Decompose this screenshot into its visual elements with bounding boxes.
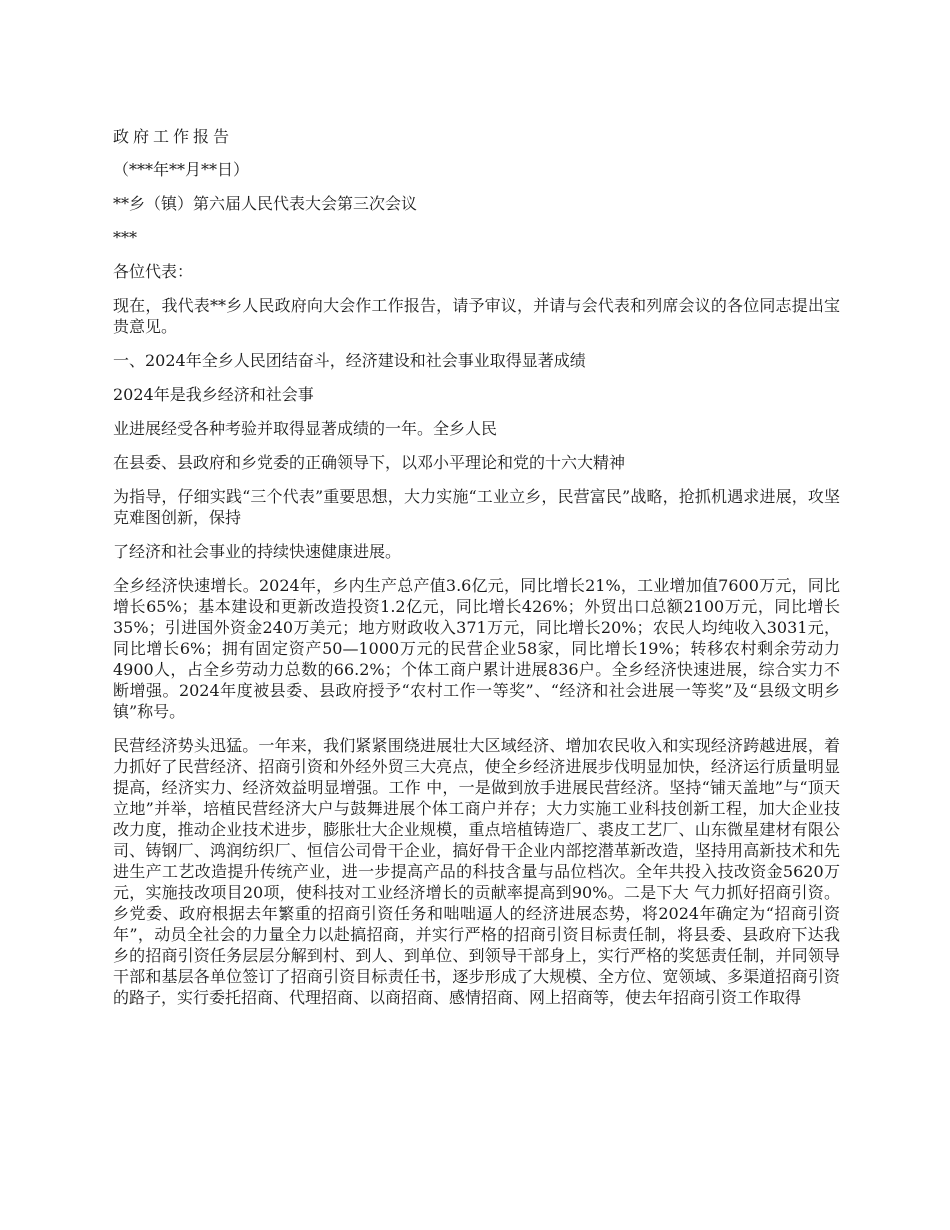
document-page (113, 126, 840, 1021)
date-line: （***年**月**日） (113, 160, 250, 179)
document-title: 政府工作报告 (113, 127, 234, 146)
paragraph-private-economy: 民营经济势头迅猛。一年来，我们紧紧围绕进展壮大区域经济、增加农民收入和实现经济跨越进展，着力抓好了民营经济、招商引资和外经外贸三大亮点，使全乡经济进展步伐明显加快，经济运行质量明显提高，经济实力、经济效益明显增强。工作 中，一是做到放手进展民营经济。坚持“铺天盖地”与“顶天立地”并举，培植民营经济大户与鼓舞进展个体工商户并存；大力实施工业科技创新工程，加大企业技改力度，推动企业技术进步，膨胀壮大企业规模，重点培植铸造厂、裘皮工艺厂、山东微星建材有限公司、铸钢厂、鸿润纺织厂、恒信公司骨干企业，搞好骨干企业内部挖潜革新改造，坚持用高新技术和先进生产工艺改造提升传统产业，进一步提高产品的科技含量与品位档次。全年共投入技改资金5620万元，实施技改项目20项，使科技对工业经济增长的贡献率提高到90%。二是下大 气力抓好招商引资。乡党委、政府根据去年繁重的招商引资任务和咄咄逼人的经济进展态势，将2024年确定为“招商引资年”，动员全社会的力量全力以赴搞招商，并实行严格的招商引资目标责任制，将县委、县政府下达我乡的招商引资任务层层分解到村、到人、到单位、到领导干部身上，实行严格的奖惩责任制，并同领导干部和基层各单位签订了招商引资目标责任书，逐步形成了大规模、全方位、宽领域、多渠道招商引资的路子，实行委托招商、代理招商、以商招商、感情招商、网上招商等，使去年招商引资工作取得 (113, 736, 840, 1007)
paragraph: 为指导，仔细实践“三个代表”重要思想，大力实施“工业立乡，民营富民”战略，抢抓机遇求进展，攻坚克难图创新，保持 (113, 487, 840, 527)
paragraph: 业进展经受各种考验并取得显著成绩的一年。全乡人民 (113, 419, 498, 438)
speaker-name: *** (113, 228, 137, 247)
paragraph: 在县委、县政府和乡党委的正确领导下，以邓小平理论和党的十六大精神 (113, 453, 626, 472)
paragraph: 2024年是我乡经济和社会事 (113, 385, 314, 404)
paragraph: 了经济和社会事业的持续快速健康进展。 (113, 542, 402, 561)
paragraph-intro: 现在，我代表**乡人民政府向大会作工作报告，请予审议，并请与会代表和列席会议的各位同志提出宝贵意见。 (113, 296, 840, 336)
salutation: 各位代表： (113, 262, 194, 281)
paragraph-economy: 全乡经济快速增长。2024年，乡内生产总产值3.6亿元，同比增长21%，工业增加值7600万元，同比增长65%；基本建设和更新改造投资1.2亿元，同比增长426%；外贸出口总额2100万元，同比增长35%；引进国外资金240万美元；地方财政收入371万元，同比增长20%；农民人均纯收入3031元，同比增长6%；拥有固定资产50—1000万元的民营企业58家，同比增长19%；转移农村剩余劳动力4900人，占全乡劳动力总数的66.2%；个体工商户累计进展836户。全乡经济快速进展，综合实力不断增强。2024年度被县委、县政府授予“农村工作一等奖”、“经济和社会进展一等奖”及“县级文明乡镇”称号。 (113, 576, 840, 721)
meeting-name: **乡（镇）第六届人民代表大会第三次会议 (113, 194, 418, 213)
section-heading: 一、2024年全乡人民团结奋斗，经济建设和社会事业取得显著成绩 (113, 351, 586, 370)
